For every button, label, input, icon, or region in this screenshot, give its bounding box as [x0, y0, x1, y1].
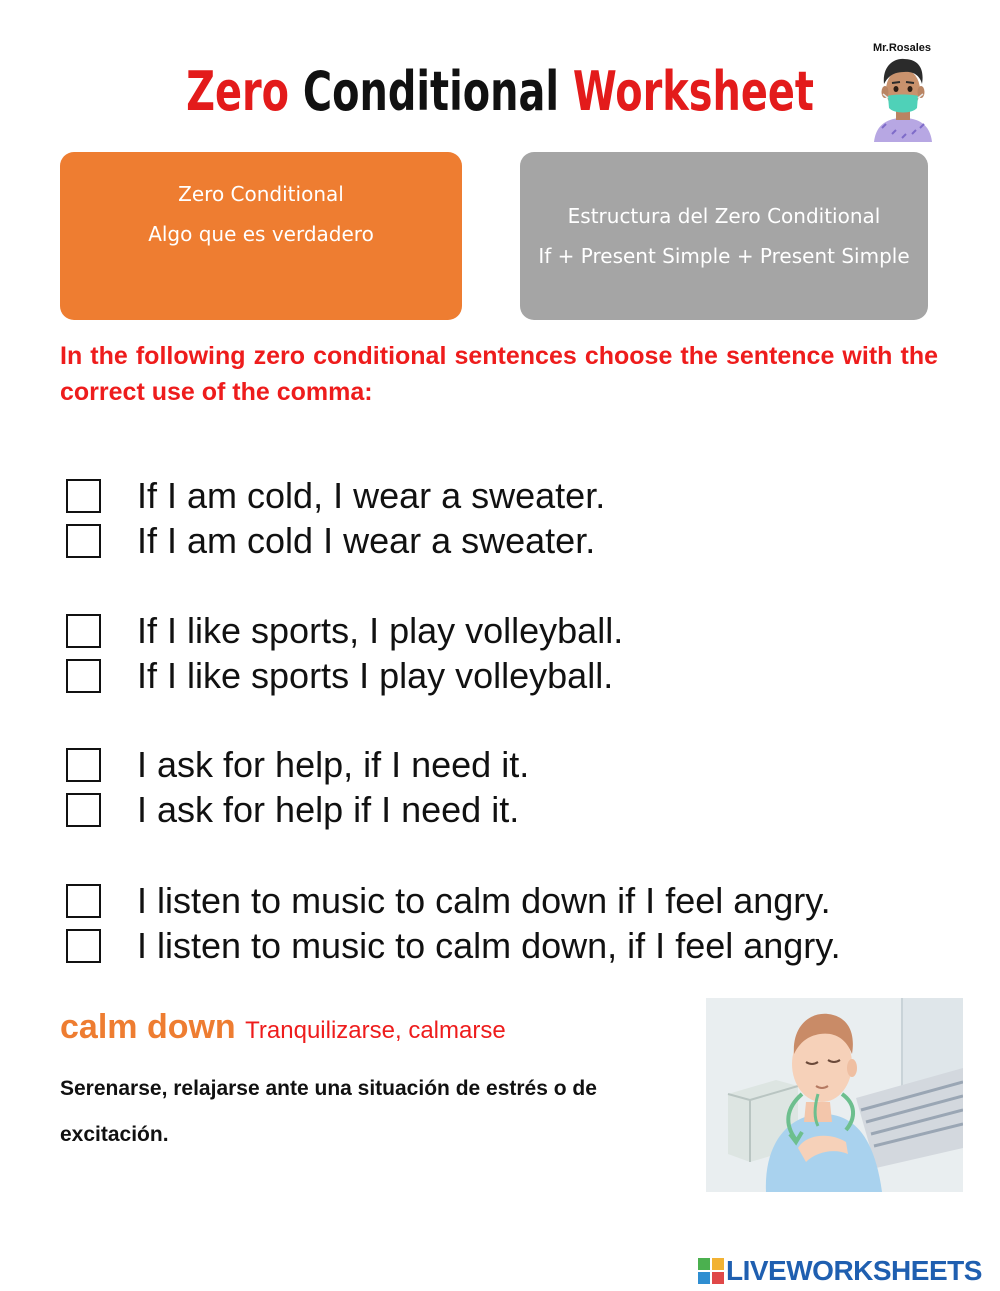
- option-row: [66, 608, 623, 653]
- brand-name[interactable]: LIVEWORKSHEETS: [726, 1255, 982, 1286]
- title-word-worksheet: Worksheet: [572, 60, 814, 123]
- structure-box-formula: If + Present Simple + Present Simple: [538, 244, 910, 268]
- structure-box-title: Estructura del Zero Conditional: [567, 204, 881, 228]
- option-row: [66, 878, 831, 923]
- definition-box: [60, 152, 462, 320]
- teacher-avatar-icon: [868, 54, 938, 142]
- definition-box-meaning: Algo que es verdadero: [148, 222, 374, 246]
- checkbox-icon[interactable]: [66, 929, 101, 963]
- option-row: [66, 473, 605, 518]
- checkbox-icon[interactable]: [66, 884, 101, 918]
- definition-box-title: Zero Conditional: [178, 182, 344, 206]
- vocab-definition: Serenarse, relajarse ante una situación de estrés o de excitación.: [60, 1077, 597, 1146]
- option-text: If I like sports, I play volleyball.: [137, 609, 624, 651]
- instruction-text: In the following zero conditional sentences choose the sentence with the correct use of the comma:: [60, 342, 938, 406]
- option-text: If I am cold I wear a sweater.: [137, 519, 596, 561]
- vocab-entry: [60, 1008, 506, 1047]
- brand-footer: [698, 1254, 982, 1288]
- option-row: [66, 653, 613, 698]
- calm-down-illustration: [706, 998, 963, 1192]
- option-text: If I like sports I play volleyball.: [137, 654, 614, 696]
- liveworksheets-logo-icon: [698, 1258, 724, 1284]
- option-text: I listen to music to calm down, if I feel angry.: [137, 924, 841, 966]
- page-title: [90, 60, 910, 123]
- vocab-translation: Tranquilizarse, calmarse: [245, 1017, 506, 1044]
- checkbox-icon[interactable]: [66, 659, 101, 693]
- checkbox-icon[interactable]: [66, 793, 101, 827]
- option-row: [66, 518, 595, 563]
- structure-box: [520, 152, 928, 320]
- vocab-term: calm down: [60, 1008, 236, 1046]
- option-text: I listen to music to calm down if I feel angry.: [137, 879, 831, 921]
- option-text: I ask for help if I need it.: [137, 788, 520, 830]
- title-word-zero: Zero: [186, 60, 290, 123]
- checkbox-icon[interactable]: [66, 748, 101, 782]
- checkbox-icon[interactable]: [66, 614, 101, 648]
- option-text: I ask for help, if I need it.: [137, 743, 530, 785]
- option-text: If I am cold, I wear a sweater.: [137, 474, 606, 516]
- checkbox-icon[interactable]: [66, 479, 101, 513]
- checkbox-icon[interactable]: [66, 524, 101, 558]
- title-word-conditional: Conditional: [302, 60, 559, 123]
- option-row: [66, 923, 841, 968]
- teacher-name: Mr.Rosales: [872, 42, 932, 54]
- option-row: [66, 742, 529, 787]
- option-row: [66, 787, 519, 832]
